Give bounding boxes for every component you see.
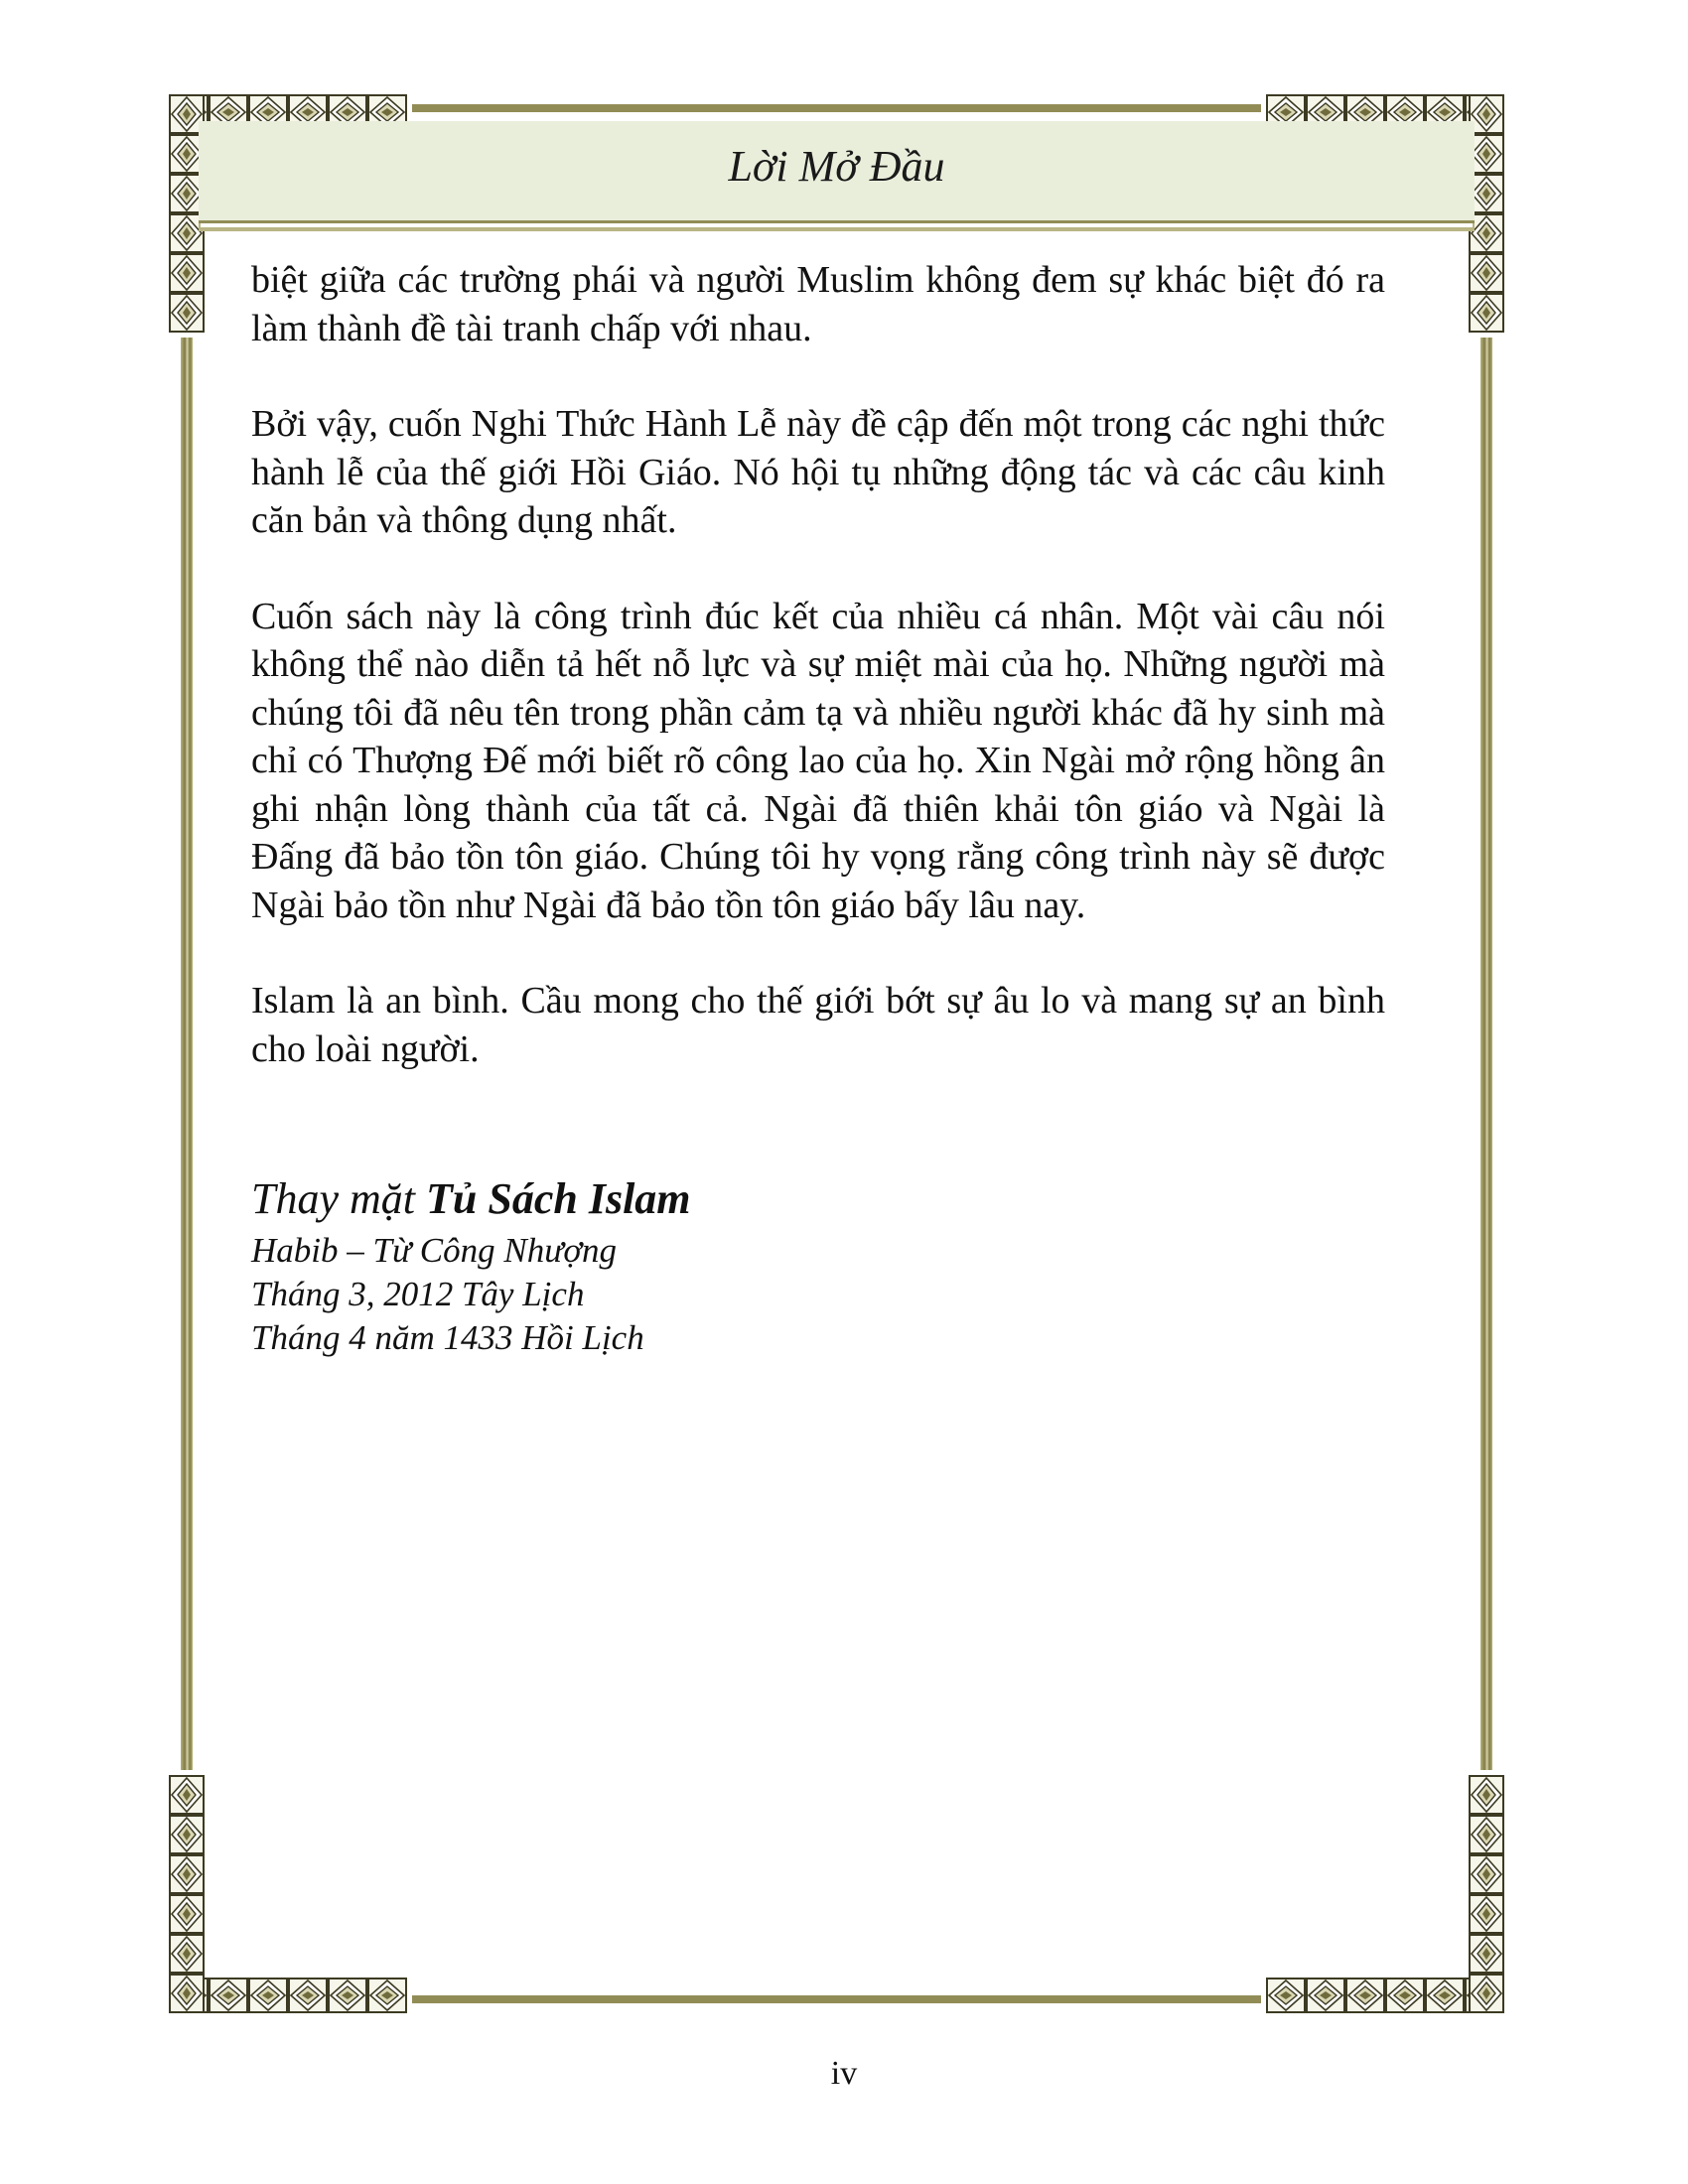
chapter-title: Lời Mở Đầu xyxy=(728,142,945,191)
diamond-ornament-icon xyxy=(1469,1854,1504,1894)
diamond-ornament-icon xyxy=(1469,1934,1504,1974)
paragraph: biệt giữa các trường phái và người Muslim không đem sự khác biệt đó ra làm thành đề tài tranh chấp với nhau. xyxy=(251,259,1385,349)
diamond-ornament-icon xyxy=(209,1978,248,2013)
corner-ornament-bottom-left-horizontal xyxy=(169,1978,407,2013)
diamond-ornament-icon xyxy=(1345,1978,1385,2013)
chapter-header xyxy=(199,121,1475,223)
diamond-ornament-icon xyxy=(1469,293,1504,333)
frame-rail-left xyxy=(181,338,193,1770)
diamond-ornament-icon xyxy=(169,1854,205,1894)
signature-date-gregorian: Tháng 3, 2012 Tây Lịch xyxy=(251,1275,585,1313)
signature-date-hijri: Tháng 4 năm 1433 Hồi Lịch xyxy=(251,1318,644,1357)
diamond-ornament-icon xyxy=(169,1775,205,1815)
frame-rail-top xyxy=(412,104,1261,112)
diamond-ornament-icon xyxy=(169,253,205,293)
diamond-ornament-icon xyxy=(1469,1974,1504,2013)
paragraph: Islam là an bình. Cầu mong cho thế giới bớt sự âu lo và mang sự an bình cho loài người. xyxy=(251,980,1385,1070)
diamond-ornament-icon xyxy=(288,1978,328,2013)
diamond-ornament-icon xyxy=(1266,1978,1306,2013)
signature-prefix: Thay mặt xyxy=(251,1174,415,1223)
signature-author: Habib – Từ Công Nhượng xyxy=(251,1231,618,1270)
frame-rail-right xyxy=(1480,338,1492,1770)
diamond-ornament-icon xyxy=(1385,1978,1425,2013)
diamond-ornament-icon xyxy=(1425,1978,1465,2013)
paragraph: Cuốn sách này là công trình đúc kết của nhiều cá nhân. Một vài câu nói không thể nào diễn tả hết nỗ lực và sự miệt mài của họ. Những người mà chúng tôi đã nêu tên trong phần cảm tạ và nhiều người khác đã hy sinh mà chỉ có Thượng Đế mới biết rõ công lao của họ. Xin Ngài mở rộng hồng ân ghi nhận lòng thành của tất cả. Ngài đã thiên khải tôn giáo và Ngài là Đấng đã bảo tồn tôn giáo. Chúng tôi hy vọng rằng công trình này sẽ được Ngài bảo tồn như Ngài đã bảo tồn tôn giáo bấy lâu nay. xyxy=(251,595,1385,926)
body-text xyxy=(251,256,1385,1121)
diamond-ornament-icon xyxy=(248,1978,288,2013)
signature-heading xyxy=(251,1169,1244,1229)
diamond-ornament-icon xyxy=(1469,1775,1504,1815)
corner-ornament-bottom-left-vertical xyxy=(169,1775,205,2013)
diamond-ornament-icon xyxy=(328,1978,367,2013)
page-number: iv xyxy=(830,2055,858,2092)
diamond-ornament-icon xyxy=(169,1894,205,1934)
diamond-ornament-icon xyxy=(1469,1894,1504,1934)
corner-ornament-bottom-right-vertical xyxy=(1469,1775,1504,2013)
frame-rail-bottom xyxy=(412,1995,1261,2003)
diamond-ornament-icon xyxy=(1469,253,1504,293)
signature-block xyxy=(251,1169,1244,1360)
diamond-ornament-icon xyxy=(367,1978,407,2013)
diamond-ornament-icon xyxy=(169,1815,205,1854)
signature-organization: Tủ Sách Islam xyxy=(426,1174,691,1223)
diamond-ornament-icon xyxy=(169,293,205,333)
diamond-ornament-icon xyxy=(1306,1978,1345,2013)
diamond-ornament-icon xyxy=(169,1974,205,2013)
diamond-ornament-icon xyxy=(169,1934,205,1974)
diamond-ornament-icon xyxy=(1469,1815,1504,1854)
paragraph: Bởi vậy, cuốn Nghi Thức Hành Lễ này đề cập đến một trong các nghi thức hành lễ của thế giới Hồi Giáo. Nó hội tụ những động tác và các câu kinh căn bản và thông dụng nhất. xyxy=(251,403,1385,541)
